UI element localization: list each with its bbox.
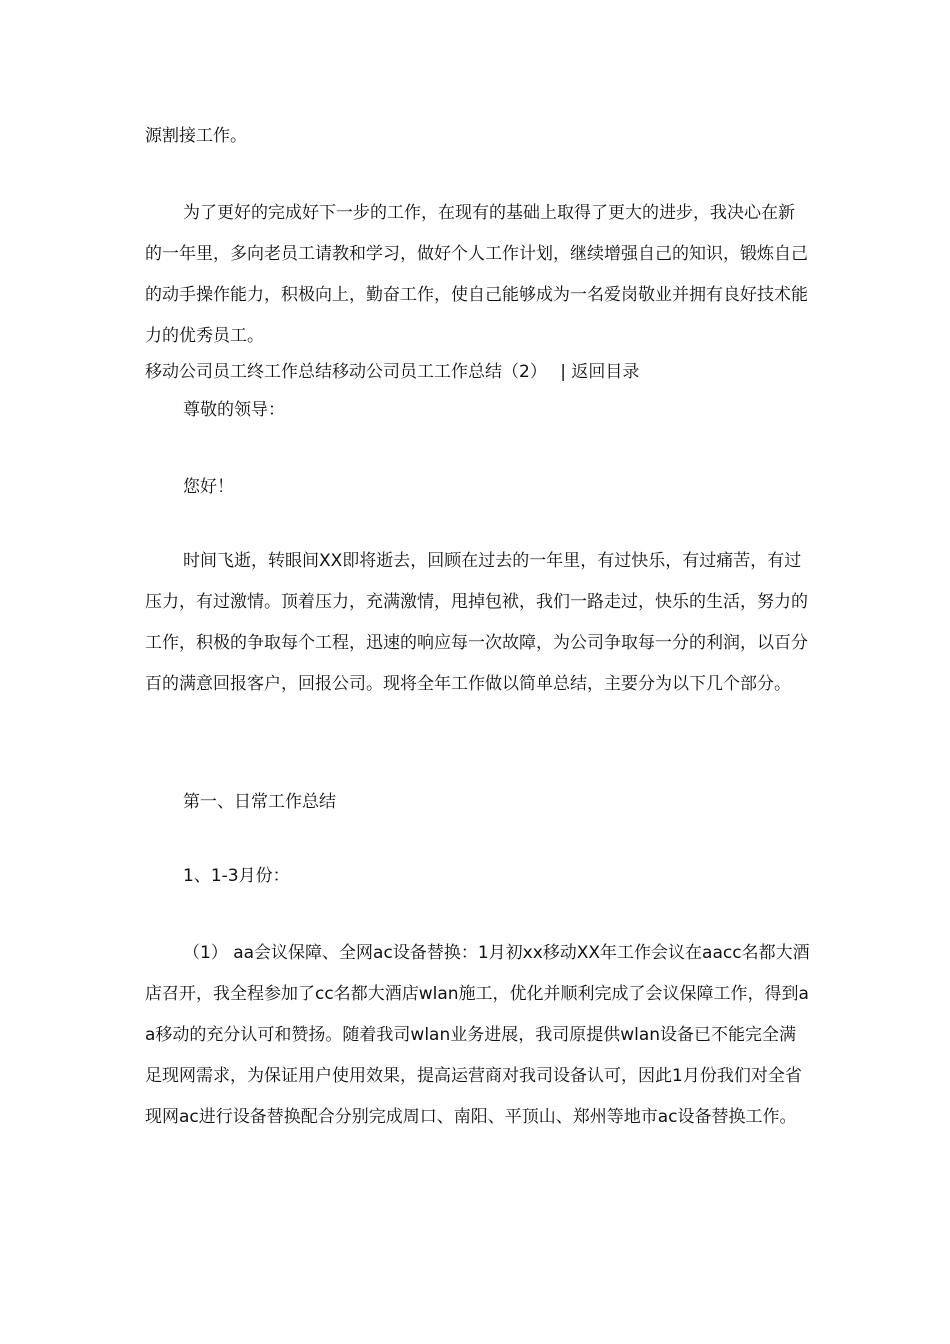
section-part-one: 第一、日常工作总结 — [183, 792, 336, 812]
salutation: 尊敬的领导： — [183, 400, 285, 420]
section-heading-row — [145, 357, 810, 387]
subsection-months: 1、1-3月份： — [183, 866, 290, 886]
paragraph-item-1: （1） aa会议保障、全网ac设备替换：1月初xx移动XX年工作会议在aacc名都大酒店召开，我全程参加了cc名都大酒店wlan施工，优化并顺利完成了会议保障工作，得到aa移动的充分认可和赞扬。随着我司wlan业务进展，我司原提供wlan设备已不能完全满足现网需求，为保证用户使用效果，提高运营商对我司设备认可，因此1月份我们对全省现网ac进行设备替换配合分别完成周口、南阳、平顶山、郑州等地市ac设备替换工作。 — [145, 943, 810, 1127]
paragraph-intro: 时间飞逝，转眼间XX即将逝去，回顾在过去的一年里，有过快乐，有过痛苦，有过压力，有过激情。顶着压力，充满激情，甩掉包袱，我们一路走过，快乐的生活，努力的工作，积极的争取每个工程，迅速的响应每一次故障，为公司争取每一分的利润，以百分百的满意回报客户，回报公司。现将全年工作做以简单总结，主要分为以下几个部分。 — [145, 551, 808, 694]
return-to-toc-link[interactable]: | 返回目录 — [560, 362, 640, 382]
greeting: 您好！ — [183, 477, 234, 497]
section-title: 移动公司员工终工作总结移动公司员工工作总结（2） — [145, 362, 547, 382]
paragraph-plan: 为了更好的完成好下一步的工作，在现有的基础上取得了更大的进步，我决心在新的一年里，多向老员工请教和学习，做好个人工作计划，继续增强自己的知识，锻炼自己的动手操作能力，积极向上，勤奋工作，使自己能够成为一名爱岗敬业并拥有良好技术能力的优秀员工。 — [145, 203, 808, 346]
paragraph-continuation: 源割接工作。 — [145, 126, 247, 146]
